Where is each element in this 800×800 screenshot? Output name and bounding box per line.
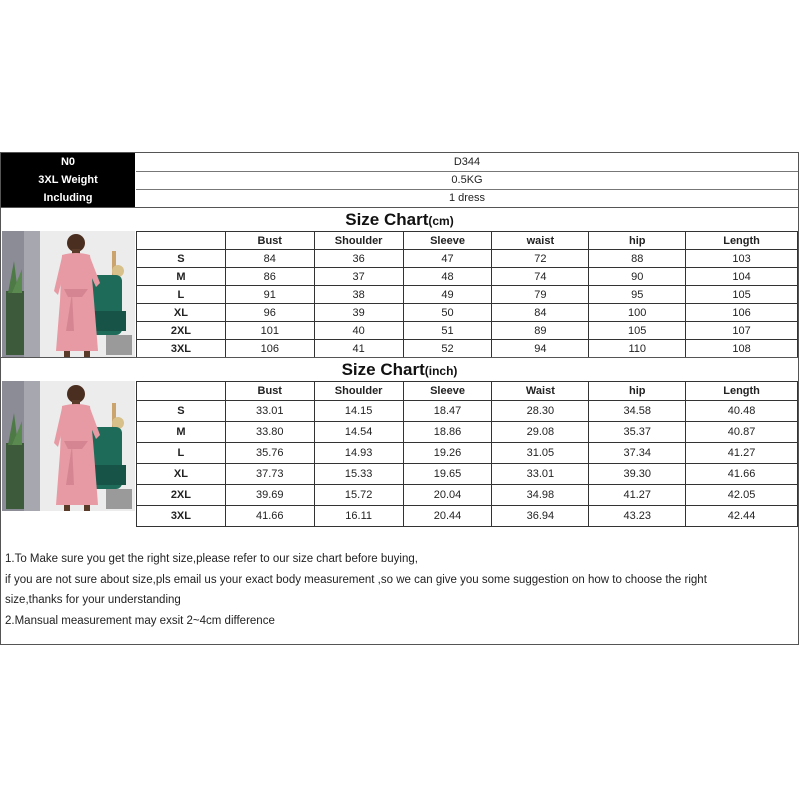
header-cell: Bust bbox=[225, 382, 314, 401]
table-cell: 90 bbox=[589, 268, 686, 286]
table-cell: 88 bbox=[589, 250, 686, 268]
table-cell: 41.27 bbox=[589, 485, 686, 506]
info-value: D344 bbox=[136, 153, 798, 172]
table-cell: 52 bbox=[403, 340, 492, 358]
table-cell: 19.26 bbox=[403, 443, 492, 464]
table-cell: 36 bbox=[314, 250, 403, 268]
info-value: 0.5KG bbox=[136, 171, 798, 190]
table-row bbox=[137, 340, 798, 358]
table-row bbox=[137, 268, 798, 286]
cm-size-table bbox=[136, 231, 798, 358]
header-cell: waist bbox=[492, 232, 589, 250]
table-cell: 41.66 bbox=[686, 464, 798, 485]
size-cell: 2XL bbox=[137, 485, 226, 506]
table-cell: 40.87 bbox=[686, 422, 798, 443]
table-row bbox=[137, 250, 798, 268]
table-cell: 33.01 bbox=[492, 464, 589, 485]
table-row bbox=[137, 422, 798, 443]
header-cell: hip bbox=[589, 232, 686, 250]
header-cell bbox=[137, 232, 226, 250]
size-chart-sheet bbox=[0, 152, 799, 645]
size-cell: 3XL bbox=[137, 340, 226, 358]
info-label: Including bbox=[1, 189, 135, 207]
info-label: 3XL Weight bbox=[1, 171, 135, 189]
size-cell: M bbox=[137, 268, 226, 286]
table-cell: 39.69 bbox=[225, 485, 314, 506]
table-cell: 31.05 bbox=[492, 443, 589, 464]
table-header-row bbox=[137, 382, 798, 401]
size-cell: 3XL bbox=[137, 506, 226, 527]
table-row bbox=[137, 286, 798, 304]
table-cell: 108 bbox=[686, 340, 798, 358]
chart-title-text: Size Chart bbox=[341, 360, 425, 379]
table-cell: 84 bbox=[492, 304, 589, 322]
table-cell: 48 bbox=[403, 268, 492, 286]
table-cell: 18.86 bbox=[403, 422, 492, 443]
table-cell: 49 bbox=[403, 286, 492, 304]
table-cell: 104 bbox=[686, 268, 798, 286]
table-cell: 106 bbox=[686, 304, 798, 322]
model-photo bbox=[2, 231, 135, 357]
table-cell: 16.11 bbox=[314, 506, 403, 527]
table-cell: 105 bbox=[686, 286, 798, 304]
info-row-including bbox=[1, 189, 798, 207]
table-cell: 41.27 bbox=[686, 443, 798, 464]
table-cell: 34.58 bbox=[589, 401, 686, 422]
table-row bbox=[137, 464, 798, 485]
table-cell: 34.98 bbox=[492, 485, 589, 506]
info-row-no bbox=[1, 153, 798, 171]
size-cell: S bbox=[137, 401, 226, 422]
header-cell: Shoulder bbox=[314, 232, 403, 250]
table-cell: 96 bbox=[225, 304, 314, 322]
table-cell: 105 bbox=[589, 322, 686, 340]
table-cell: 72 bbox=[492, 250, 589, 268]
table-cell: 35.76 bbox=[225, 443, 314, 464]
table-row bbox=[137, 322, 798, 340]
table-cell: 42.44 bbox=[686, 506, 798, 527]
info-row-weight bbox=[1, 171, 798, 189]
table-cell: 20.44 bbox=[403, 506, 492, 527]
table-cell: 37.34 bbox=[589, 443, 686, 464]
model-photo-cm bbox=[2, 231, 135, 357]
table-row bbox=[137, 304, 798, 322]
header-cell bbox=[137, 382, 226, 401]
header-cell: Waist bbox=[492, 382, 589, 401]
table-cell: 47 bbox=[403, 250, 492, 268]
size-cell: S bbox=[137, 250, 226, 268]
table-cell: 35.37 bbox=[589, 422, 686, 443]
table-cell: 91 bbox=[225, 286, 314, 304]
table-cell: 79 bbox=[492, 286, 589, 304]
table-cell: 28.30 bbox=[492, 401, 589, 422]
table-cell: 15.33 bbox=[314, 464, 403, 485]
table-cell: 103 bbox=[686, 250, 798, 268]
table-row bbox=[137, 485, 798, 506]
cm-chart-title bbox=[1, 207, 798, 232]
info-label: N0 bbox=[1, 153, 135, 171]
table-cell: 18.47 bbox=[403, 401, 492, 422]
table-cell: 41 bbox=[314, 340, 403, 358]
table-cell: 37.73 bbox=[225, 464, 314, 485]
table-cell: 86 bbox=[225, 268, 314, 286]
table-cell: 89 bbox=[492, 322, 589, 340]
header-cell: Bust bbox=[225, 232, 314, 250]
table-cell: 101 bbox=[225, 322, 314, 340]
table-cell: 43.23 bbox=[589, 506, 686, 527]
table-cell: 15.72 bbox=[314, 485, 403, 506]
note-line: if you are not sure about size,pls email us your exact body measurement ,so we can give you some suggestion on how to choose the right bbox=[5, 573, 707, 586]
table-cell: 51 bbox=[403, 322, 492, 340]
table-cell: 29.08 bbox=[492, 422, 589, 443]
table-cell: 33.80 bbox=[225, 422, 314, 443]
size-cell: XL bbox=[137, 464, 226, 485]
header-cell: Length bbox=[686, 382, 798, 401]
table-cell: 42.05 bbox=[686, 485, 798, 506]
table-row bbox=[137, 506, 798, 527]
size-cell: XL bbox=[137, 304, 226, 322]
table-header-row bbox=[137, 232, 798, 250]
inch-size-table bbox=[136, 381, 798, 527]
table-cell: 110 bbox=[589, 340, 686, 358]
size-notes bbox=[5, 549, 795, 631]
size-cell: M bbox=[137, 422, 226, 443]
header-cell: Shoulder bbox=[314, 382, 403, 401]
table-cell: 14.54 bbox=[314, 422, 403, 443]
table-cell: 41.66 bbox=[225, 506, 314, 527]
table-cell: 107 bbox=[686, 322, 798, 340]
table-cell: 84 bbox=[225, 250, 314, 268]
header-cell: Sleeve bbox=[403, 232, 492, 250]
chart-title-text: Size Chart bbox=[345, 210, 429, 229]
table-cell: 74 bbox=[492, 268, 589, 286]
chart-unit: (inch) bbox=[424, 364, 458, 378]
table-cell: 100 bbox=[589, 304, 686, 322]
size-cell: 2XL bbox=[137, 322, 226, 340]
table-cell: 40.48 bbox=[686, 401, 798, 422]
table-cell: 33.01 bbox=[225, 401, 314, 422]
chart-unit: (cm) bbox=[428, 214, 454, 228]
header-cell: Length bbox=[686, 232, 798, 250]
table-cell: 19.65 bbox=[403, 464, 492, 485]
table-cell: 40 bbox=[314, 322, 403, 340]
table-cell: 106 bbox=[225, 340, 314, 358]
table-cell: 38 bbox=[314, 286, 403, 304]
table-cell: 14.15 bbox=[314, 401, 403, 422]
table-cell: 50 bbox=[403, 304, 492, 322]
table-cell: 20.04 bbox=[403, 485, 492, 506]
model-photo-inch bbox=[2, 381, 135, 511]
note-line: 1.To Make sure you get the right size,please refer to our size chart before buying, bbox=[5, 553, 418, 565]
table-cell: 36.94 bbox=[492, 506, 589, 527]
header-cell: hip bbox=[589, 382, 686, 401]
header-cell: Sleeve bbox=[403, 382, 492, 401]
note-line: 2.Mansual measurement may exsit 2~4cm difference bbox=[5, 614, 275, 627]
info-value: 1 dress bbox=[136, 189, 798, 208]
table-cell: 37 bbox=[314, 268, 403, 286]
table-row bbox=[137, 443, 798, 464]
table-cell: 39 bbox=[314, 304, 403, 322]
table-cell: 14.93 bbox=[314, 443, 403, 464]
note-line: size,thanks for your understanding bbox=[5, 594, 181, 606]
table-cell: 39.30 bbox=[589, 464, 686, 485]
size-cell: L bbox=[137, 443, 226, 464]
table-row bbox=[137, 401, 798, 422]
table-cell: 94 bbox=[492, 340, 589, 358]
size-cell: L bbox=[137, 286, 226, 304]
inch-chart-title bbox=[1, 357, 798, 382]
model-photo bbox=[2, 381, 135, 511]
table-cell: 95 bbox=[589, 286, 686, 304]
